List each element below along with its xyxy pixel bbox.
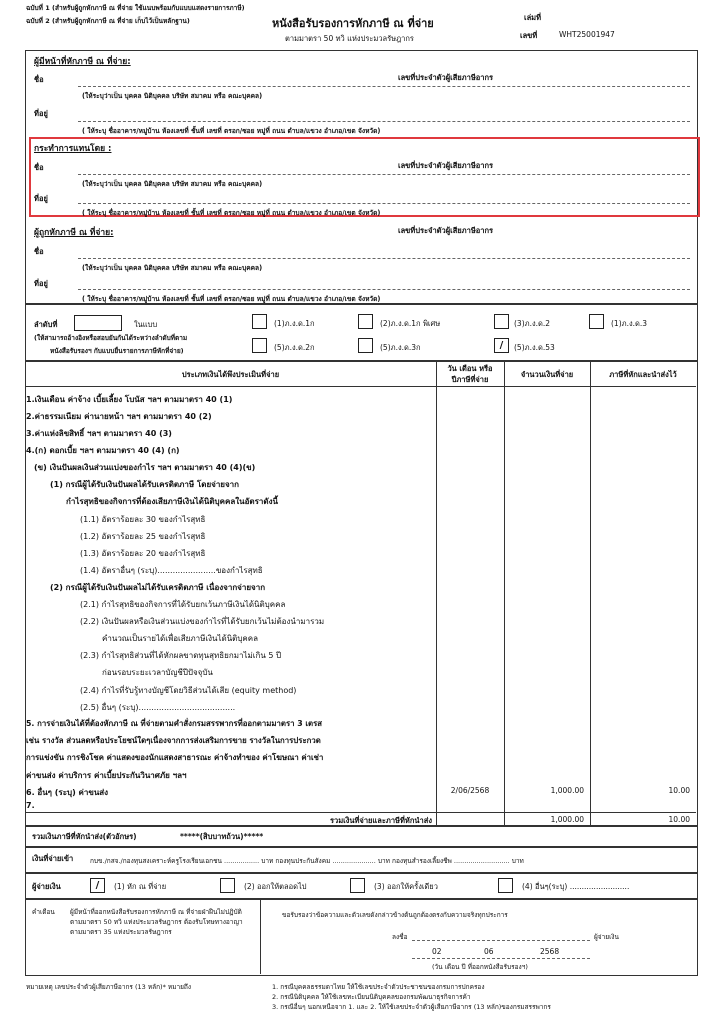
agent-taxid-label: เลขที่ประจำตัวผู้เสียภาษีอากร [398, 161, 494, 170]
payer-heading: ผู้มีหน้าที่หักภาษี ณ ที่จ่าย: [34, 57, 131, 67]
agent-addr-hint: ( ให้ระบุ ชื่ออาคาร/หมู่บ้าน ห้องเลขที่ ชั้นที่ เลขที่ ตรอก/ซอย หมู่ที่ ถนน ตำบล/แขวง อำเภอ/เขต จังหวัด) [82, 209, 381, 217]
payee-addr-label: ที่อยู่ [34, 279, 48, 288]
funds-text: กบข./กสจ./กองทุนสงเคราะห์ครูโรงเรียนเอกชน ................. บาท กองทุนประกันสังคม ..................... บาท กองทุนสำรองเลี้ยงชีพ ........................... บาท [90, 857, 524, 865]
form-option-label: (3)ภ.ง.ด.2 [514, 319, 551, 328]
payee-heading: ผู้ถูกหักภาษี ณ ที่จ่าย: [34, 228, 114, 238]
copy1-note: ฉบับที่ 1 (สำหรับผู้ถูกหักภาษี ณ ที่จ่าย ใช้แนบพร้อมกับแบบแสดงรายการภาษี) [26, 4, 245, 12]
income-row: (1.2) อัตราร้อยละ 25 ของกำไรสุทธิ [80, 532, 206, 541]
payer-option-checkbox-checked[interactable]: / [90, 878, 105, 893]
income-row: 6. อื่นๆ (ระบุ) ค่าขนส่ง [26, 788, 109, 797]
seq-in-form: ในแบบ [134, 320, 158, 329]
payee-taxid-label: เลขที่ประจำตัวผู้เสียภาษีอากร [398, 226, 494, 235]
form-option-label: (2)ภ.ง.ด.1ก พิเศษ [380, 319, 441, 328]
agent-heading: กระทำการแทนโดย : [34, 144, 112, 154]
income-row: (2) กรณีผู้ได้รับเงินปันผลไม่ได้รับเครดิตภาษี เนื่องจากจ่ายจาก [50, 583, 266, 592]
payer-name-hint: (ให้ระบุว่าเป็น บุคคล นิติบุคคล บริษัท สมาคม หรือ คณะบุคคล) [82, 92, 263, 100]
payee-name-hint: (ให้ระบุว่าเป็น บุคคล นิติบุคคล บริษัท สมาคม หรือ คณะบุคคล) [82, 264, 263, 272]
cert-month: 06 [484, 947, 494, 956]
warning-line-3: ตามมาตรา 35 แห่งประมวลรัษฎากร [70, 928, 172, 936]
book-label: เล่มที่ [524, 13, 542, 22]
income-row: (1) กรณีผู้ได้รับเงินปันผลได้รับเครดิตภาษี โดยจ่ายจาก [50, 480, 240, 489]
income-row: 4.(ก) ดอกเบี้ย ฯลฯ ตามมาตรา 40 (4) (ก) [26, 446, 180, 455]
income-row: (2.3) กำไรสุทธิส่วนที่ได้หักผลขาดทุนสุทธิยกมาไม่เกิน 5 ปี [80, 651, 282, 660]
form-option-label: (5)ภ.ง.ด.2ก [274, 343, 315, 352]
income-row: (1.4) อัตราอื่นๆ (ระบุ).......................ของกำไรสุทธิ [80, 566, 263, 575]
form-option-label: (1)ภ.ง.ด.1ก [274, 319, 315, 328]
cert-day: 02 [432, 947, 442, 956]
income-row: ค่าขนส่ง ค่าบริการ ค่าเบี้ยประกันวินาศภัย ฯลฯ [26, 771, 187, 780]
page-subtitle: ตามมาตรา 50 ทวิ แห่งประมวลรัษฎากร [285, 34, 414, 43]
payee-name-label: ชื่อ [34, 247, 44, 256]
form-checkbox[interactable] [358, 338, 373, 353]
total-tax: 10.00 [668, 815, 690, 824]
cert-year: 2568 [540, 947, 560, 956]
agent-name-line [78, 174, 690, 175]
seq-label: ลำดับที่ [34, 320, 58, 329]
col-rule [590, 360, 591, 825]
total-amount: 1,000.00 [550, 815, 584, 824]
footnote-3: 3. กรณีอื่นๆ นอกเหนือจาก 1. และ 2. ให้ใช้เลขประจำตัวผู้เสียภาษีอากร (13 หลัก)ของกรมสรรพากร [272, 1003, 551, 1011]
income-row: (2.1) กำไรสุทธิของกิจการที่ได้รับยกเว้นภาษีเงินได้นิติบุคคล [80, 600, 286, 609]
income-row: 3.ค่าแห่งลิขสิทธิ์ ฯลฯ ตามมาตรา 40 (3) [26, 429, 172, 438]
cert-divider [260, 898, 261, 974]
payer-name-label: ชื่อ [34, 75, 44, 84]
payer-option-label: (3) ออกให้ครั้งเดียว [374, 882, 438, 891]
income-row: 5. การจ่ายเงินได้ที่ต้องหักภาษี ณ ที่จ่ายตามคำสั่งกรมสรรพากรที่ออกตามมาตรา 3 เตรส [26, 719, 323, 728]
seq-note-1: (ให้สามารถอ้างอิงหรือสอบยันกันได้ระหว่างลำดับที่ตาม [34, 334, 188, 342]
form-checkbox-checked[interactable]: / [494, 338, 509, 353]
funds-label: เงินที่จ่ายเข้า [32, 854, 74, 863]
row6-tax: 10.00 [668, 786, 690, 795]
income-row: เช่น รางวัล ส่วนลดหรือประโยชน์ใดๆเนื่องจากการส่งเสริมการขาย รางวัลในการประกวด [26, 736, 321, 745]
income-row: (1.3) อัตราร้อยละ 20 ของกำไรสุทธิ [80, 549, 206, 558]
income-row: (2.4) กำไรที่รับรู้ทางบัญชีโดยวิธีส่วนได้เสีย (equity method) [80, 686, 297, 695]
date-caption: (วัน เดือน ปี ที่ออกหนังสือรับรองฯ) [432, 963, 528, 971]
footnote-1: 1. กรณีบุคคลธรรมดาไทย ให้ใช้เลขประจำตัวประชาชนของกรมการปกครอง [272, 983, 485, 991]
agent-addr-line [78, 203, 690, 204]
payee-name-line [78, 258, 690, 259]
payer-addr-label: ที่อยู่ [34, 109, 48, 118]
payee-addr-hint: ( ให้ระบุ ชื่ออาคาร/หมู่บ้าน ห้องเลขที่ ชั้นที่ เลขที่ ตรอก/ซอย หมู่ที่ ถนน ตำบล/แขวง อำเภอ/เขต จังหวัด) [82, 295, 381, 303]
form-option-label: (1)ภ.ง.ด.3 [611, 319, 648, 328]
income-row: กำไรสุทธิของกิจการที่ต้องเสียภาษีเงินได้นิติบุคคลในอัตราดังนี้ [66, 497, 278, 506]
copy2-note: ฉบับที่ 2 (สำหรับผู้ถูกหักภาษี ณ ที่จ่าย เก็บไว้เป็นหลักฐาน) [26, 17, 190, 25]
agent-highlight-box [29, 137, 700, 217]
form-checkbox[interactable] [252, 314, 267, 329]
income-row: 1.เงินเดือน ค่าจ้าง เบี้ยเลี้ยง โบนัส ฯลฯ ตามมาตรา 40 (1) [26, 395, 233, 404]
payer-option-checkbox[interactable] [350, 878, 365, 893]
footnote-lead: หมายเหตุ เลขประจำตัวผู้เสียภาษีอากร (13 หลัก)* หมายถึง [26, 983, 192, 991]
table-header-rule [25, 386, 696, 387]
income-row: (1.1) อัตราร้อยละ 30 ของกำไรสุทธิ [80, 515, 206, 524]
income-row: 7. [26, 801, 35, 810]
col-rule [436, 360, 437, 825]
cert-text: ขอรับรองว่าข้อความและตัวเลขดังกล่าวข้างต้นถูกต้องตรงกับความจริงทุกประการ [282, 911, 508, 919]
income-row: การแข่งขัน การชิงโชค ค่าแสดงของนักแสดงสาธารณะ ค่าจ้างทำของ ค่าโฆษณา ค่าเช่า [26, 753, 324, 762]
page-title: หนังสือรับรองการหักภาษี ณ ที่จ่าย [272, 17, 434, 30]
form-option-label: (5)ภ.ง.ด.53 [514, 343, 555, 352]
doc-number: WHT25001947 [559, 30, 615, 39]
warning-line-2: ตามมาตรา 50 ทวิ แห่งประมวลรัษฎากร ต้องรับโทษทางอาญา [70, 918, 243, 926]
agent-name-label: ชื่อ [34, 163, 44, 172]
income-row: ก่อนรอบระยะเวลาบัญชีปีปัจจุบัน [102, 668, 213, 677]
income-row: (2.5) อื่นๆ (ระบุ)...................................... [80, 703, 236, 712]
row6-amount: 1,000.00 [550, 786, 584, 795]
payer-options-label: ผู้จ่ายเงิน [32, 882, 61, 891]
col-header-date-2: ปีภาษีที่จ่าย [451, 375, 489, 384]
signature-line [412, 940, 590, 941]
row6-date: 2/06/2568 [450, 786, 490, 795]
form-option-label: (5)ภ.ง.ด.3ก [380, 343, 421, 352]
footnote-2: 2. กรณีนิติบุคคล ให้ใช้เลขทะเบียนนิติบุคคลของกรมพัฒนาธุรกิจการค้า [272, 993, 471, 1001]
payer-name-line [78, 86, 690, 87]
total-rule [25, 812, 696, 813]
seq-note-2: หนังสือรับรองฯ กับแบบยื่นรายการภาษีหักที่จ่าย) [50, 347, 184, 355]
payer-option-label: (1) หัก ณ ที่จ่าย [114, 882, 167, 891]
col-header-date-1: วัน เดือน หรือ [447, 364, 493, 373]
total-words-label: รวมเงินภาษีที่หักนำส่ง(ตัวอักษร) [32, 832, 137, 841]
form-checkbox[interactable] [252, 338, 267, 353]
agent-addr-label: ที่อยู่ [34, 194, 48, 203]
income-row: (2.2) เงินปันผลหรือเงินส่วนแบ่งของกำไรที่ได้รับยกเว้นไม่ต้องนำมารวม [80, 617, 325, 626]
agent-name-hint: (ให้ระบุว่าเป็น บุคคล นิติบุคคล บริษัท สมาคม หรือ คณะบุคคล) [82, 180, 263, 188]
warning-label: คำเตือน [32, 908, 55, 916]
payer-option-label: (2) ออกให้ตลอดไป [244, 882, 307, 891]
col-header-amount: จำนวนเงินที่จ่าย [520, 370, 574, 379]
payee-addr-line [78, 289, 690, 290]
income-row: (ข) เงินปันผลเงินส่วนแบ่งของกำไร ฯลฯ ตามมาตรา 40 (4)(ข) [34, 463, 256, 472]
payer-addr-hint: ( ให้ระบุ ชื่ออาคาร/หมู่บ้าน ห้องเลขที่ ชั้นที่ เลขที่ ตรอก/ซอย หมู่ที่ ถนน ตำบล/แขวง อำเภอ/เขต จังหวัด) [82, 127, 381, 135]
warning-line-1: ผู้มีหน้าที่ออกหนังสือรับรองการหักภาษี ณ ที่จ่ายฝ่าฝืนไม่ปฏิบัติ [70, 908, 242, 916]
sign-role: ผู้จ่ายเงิน [594, 933, 619, 941]
payer-option-label: (4) อื่นๆ(ระบุ) ......................... [522, 882, 630, 891]
date-line [412, 958, 590, 959]
income-row: 2.ค่าธรรมเนียม ค่านายหน้า ฯลฯ ตามมาตรา 40 (2) [26, 412, 212, 421]
seq-input[interactable] [74, 315, 122, 331]
col-header-type: ประเภทเงินได้พึงประเมินที่จ่าย [181, 370, 280, 379]
total-label: รวมเงินที่จ่ายและภาษีที่หักนำส่ง [329, 816, 432, 825]
form-checkbox[interactable] [494, 314, 509, 329]
col-rule [504, 360, 505, 825]
doc-label: เลขที่ [520, 31, 538, 40]
form-checkbox[interactable] [589, 314, 604, 329]
total-words-value: *****(สิบบาทถ้วน)***** [180, 832, 264, 841]
form-checkbox[interactable] [358, 314, 373, 329]
income-row: คำนวณเป็นรายได้เพื่อเสียภาษีเงินได้นิติบุคคล [102, 634, 259, 643]
payer-option-checkbox[interactable] [220, 878, 235, 893]
payer-option-checkbox[interactable] [498, 878, 513, 893]
payer-addr-line [78, 121, 690, 122]
sign-label: ลงชื่อ [392, 933, 408, 941]
col-header-tax: ภาษีที่หักและนำส่งไว้ [609, 370, 677, 379]
payer-taxid-label: เลขที่ประจำตัวผู้เสียภาษีอากร [398, 73, 494, 82]
